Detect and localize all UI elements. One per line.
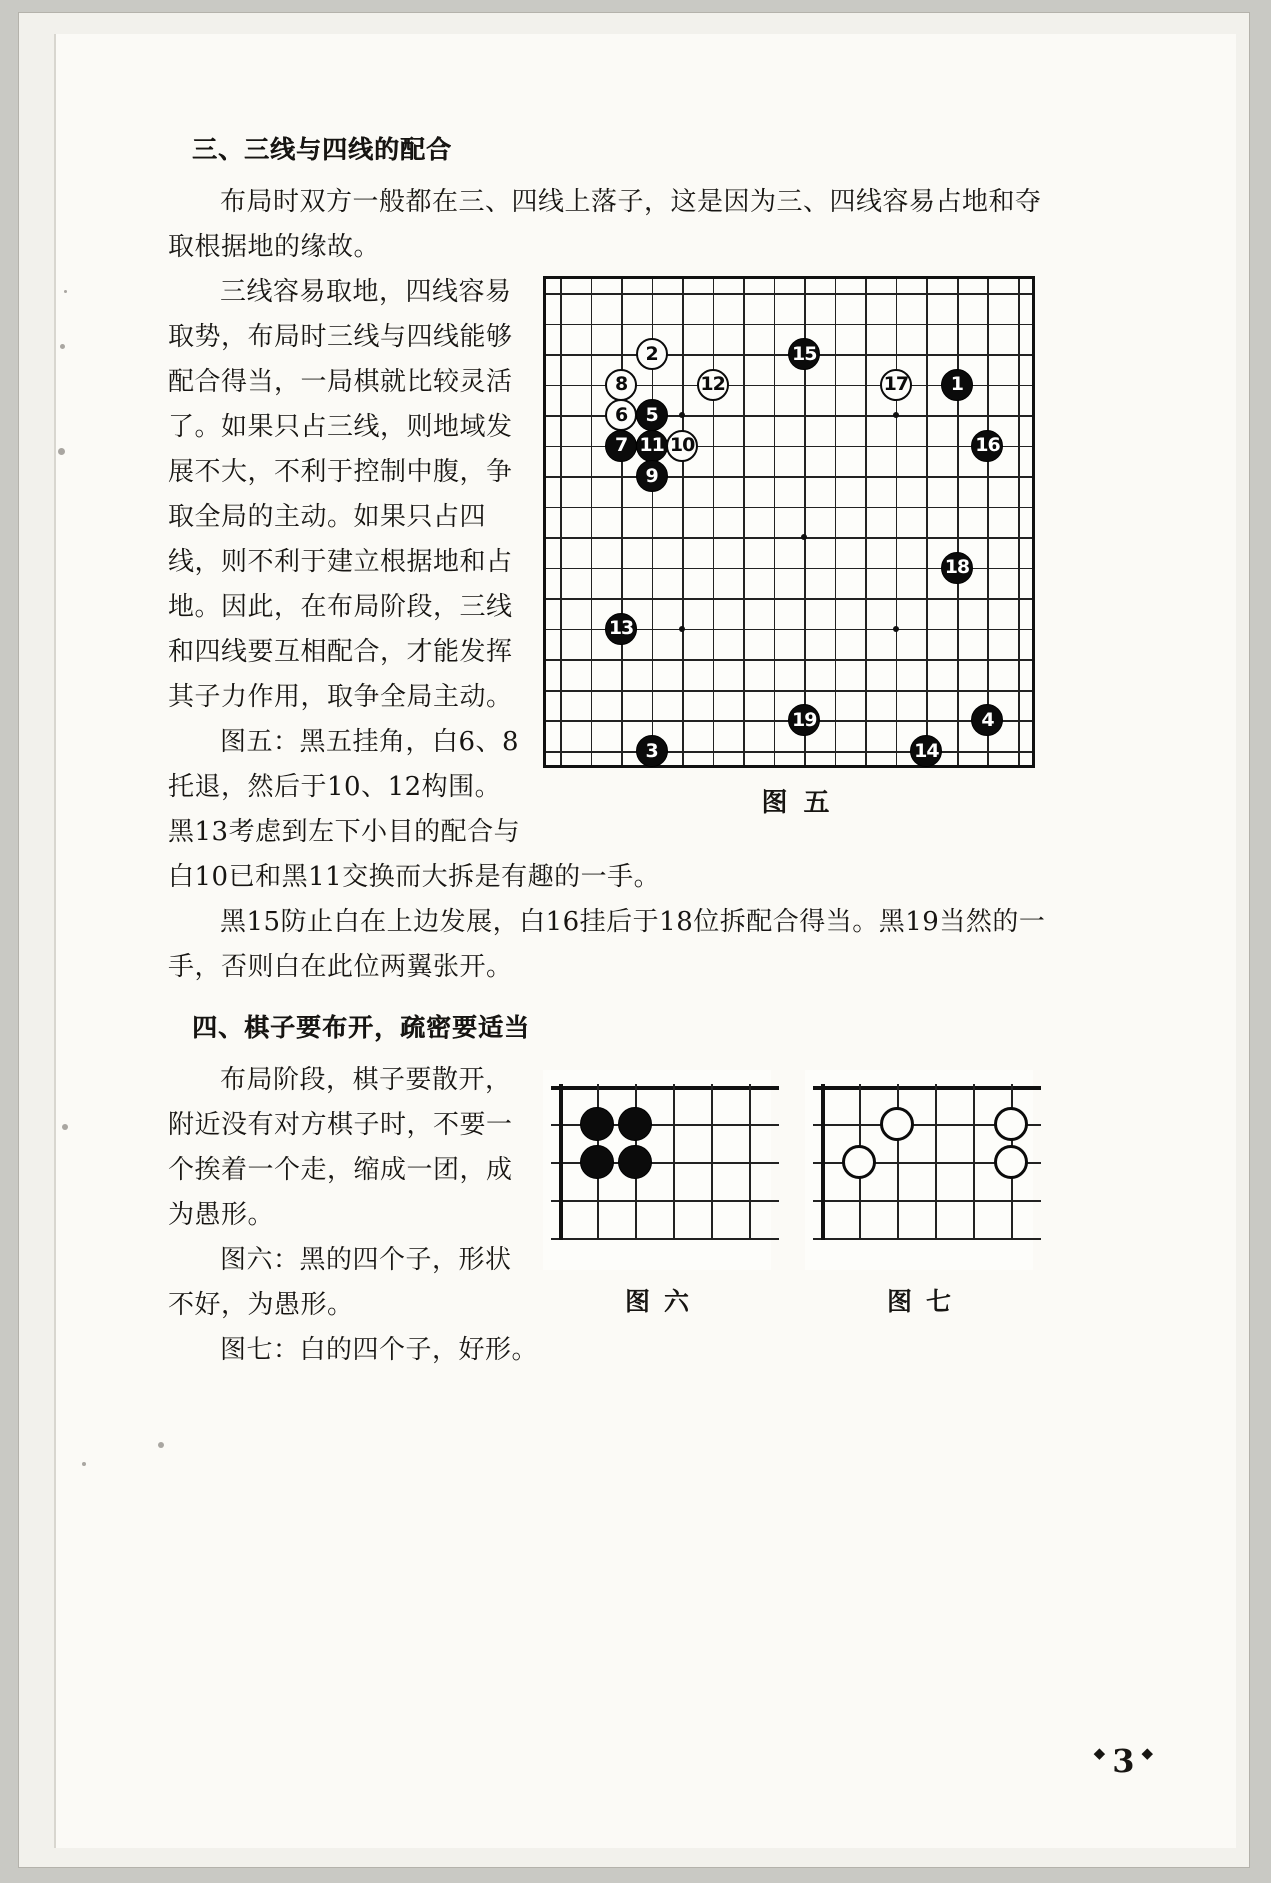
scanned-page: [18, 12, 1250, 1868]
scan-speck: [64, 290, 67, 293]
figure-5-wrapper: [543, 276, 1048, 819]
go-stone-black-13: 13: [605, 613, 637, 645]
section-heading-3: 三、三线与四线的配合: [192, 135, 453, 164]
go-stone-black-9: 9: [636, 460, 668, 492]
paragraph-4: 黑15防止白在上边发展，白16挂后于18位拆配合得当。黑19当然的一手，否则白在此位两翼张开。: [168, 907, 1046, 982]
go-stone-white-17: 17: [880, 369, 912, 401]
paragraph-7: 图七：白的四个子，好形。: [220, 1335, 539, 1365]
go-stone-black-19: 19: [788, 704, 820, 736]
scan-speck: [82, 1462, 86, 1466]
go-board-figure-7: [805, 1070, 1033, 1270]
go-stone-white-12: 12: [697, 369, 729, 401]
paragraph-3: 图五：黑五挂角，白6、8托退，然后于10、12构围。黑13考虑到左下小目的配合与白10已和黑11交换而大拆是有趣的一手。: [168, 727, 661, 892]
go-stone-black-16: 16: [971, 430, 1003, 462]
board-line-horizontal: [551, 1200, 779, 1202]
board-line-vertical: [957, 279, 959, 765]
go-stone-black: [618, 1145, 652, 1179]
board-line-vertical: [821, 1084, 825, 1240]
go-stone-black-4: 4: [971, 704, 1003, 736]
go-stone-white-2: 2: [636, 338, 668, 370]
hoshi-point: [679, 412, 685, 418]
figure-7-caption: 图七: [886, 1287, 965, 1316]
go-stone-black-7: 7: [605, 430, 637, 462]
go-stone-white: [842, 1145, 876, 1179]
go-stone-black: [580, 1107, 614, 1141]
board-line-vertical: [711, 1084, 713, 1240]
board-line-vertical: [673, 1084, 675, 1240]
board-line-horizontal: [813, 1238, 1041, 1240]
page-number: [18, 1742, 1250, 1780]
go-stone-white-6: 6: [605, 399, 637, 431]
board-line-horizontal: [546, 598, 1032, 600]
board-line-vertical: [973, 1084, 975, 1240]
bottom-figures-wrapper: [543, 1070, 1048, 1318]
hoshi-point: [679, 626, 685, 632]
paragraph-5: 布局阶段，棋子要散开，附近没有对方棋子时，不要一个挨着一个走，缩成一团，成为愚形。: [168, 1065, 513, 1230]
board-line-vertical: [1018, 279, 1020, 765]
board-line-vertical: [774, 279, 776, 765]
board-line-horizontal: [813, 1086, 1041, 1090]
scan-speck: [62, 1124, 68, 1130]
go-stone-black-14: 14: [910, 735, 942, 767]
decor-dot-left: ◆: [1093, 1744, 1106, 1762]
go-stone-white: [880, 1107, 914, 1141]
board-line-horizontal: [546, 537, 1032, 539]
board-line-vertical: [926, 279, 928, 765]
paragraph-6: 图六：黑的四个子，形状不好，为愚形。: [168, 1245, 512, 1320]
paragraph-2: 三线容易取地，四线容易取势，布局时三线与四线能够配合得当，一局棋就比较灵活了。如果只占三线，则地域发展不大，不利于控制中腹，争取全局的主动。如果只占四线，则不利于建立根据地和占地。因此，在布局阶段，三线和四线要互相配合，才能发挥其子力作用，取争全局主动。: [168, 277, 513, 712]
go-stone-black-11: 11: [636, 430, 668, 462]
board-line-vertical: [987, 279, 989, 765]
scan-speck: [58, 448, 65, 455]
go-stone-black-1: 1: [941, 369, 973, 401]
go-stone-white-10: 10: [666, 430, 698, 462]
decor-dot-right: ◆: [1141, 1744, 1153, 1762]
scan-speck: [158, 1442, 164, 1448]
board-line-vertical: [682, 279, 684, 765]
board-line-vertical: [835, 279, 837, 765]
go-stone-black-15: 15: [788, 338, 820, 370]
board-line-vertical: [621, 279, 623, 765]
board-line-vertical: [560, 279, 562, 765]
board-line-horizontal: [546, 751, 1032, 753]
board-line-horizontal: [546, 659, 1032, 661]
board-line-vertical: [591, 279, 593, 765]
board-line-horizontal: [546, 476, 1032, 478]
hoshi-point: [893, 412, 899, 418]
scan-speck: [60, 344, 65, 349]
go-board-figure-5: [543, 276, 1035, 768]
section-heading-4: 四、棋子要布开，疏密要适当: [192, 1013, 531, 1042]
paragraph-1: 布局时双方一般都在三、四线上落子，这是因为三、四线容易占地和夺取根据地的缘故。: [168, 187, 1042, 262]
page-content: [168, 130, 1048, 1450]
board-line-vertical: [865, 279, 867, 765]
go-stone-white-8: 8: [605, 369, 637, 401]
board-line-horizontal: [813, 1200, 1041, 1202]
figure-5-caption: 图五: [761, 788, 846, 818]
board-line-horizontal: [551, 1086, 779, 1090]
board-line-horizontal: [546, 324, 1032, 326]
go-stone-white: [994, 1145, 1028, 1179]
go-stone-black: [618, 1107, 652, 1141]
hoshi-point: [893, 626, 899, 632]
go-stone-white: [994, 1107, 1028, 1141]
board-line-vertical: [559, 1084, 563, 1240]
board-line-horizontal: [551, 1238, 779, 1240]
figure-6-wrapper: [543, 1070, 771, 1318]
board-line-vertical: [896, 279, 898, 765]
board-line-vertical: [935, 1084, 937, 1240]
board-line-horizontal: [546, 690, 1032, 692]
go-stone-black-3: 3: [636, 735, 668, 767]
figure-7-wrapper: [805, 1070, 1033, 1318]
board-line-horizontal: [546, 507, 1032, 509]
hoshi-point: [801, 534, 807, 540]
figure-6-caption: 图六: [624, 1287, 703, 1316]
go-stone-black-18: 18: [941, 552, 973, 584]
board-line-vertical: [749, 1084, 751, 1240]
go-stone-black-5: 5: [636, 399, 668, 431]
page-number-value: 3: [1112, 1742, 1135, 1780]
board-line-horizontal: [546, 293, 1032, 295]
board-line-vertical: [743, 279, 745, 765]
go-board-figure-6: [543, 1070, 771, 1270]
go-stone-black: [580, 1145, 614, 1179]
board-line-vertical: [713, 279, 715, 765]
